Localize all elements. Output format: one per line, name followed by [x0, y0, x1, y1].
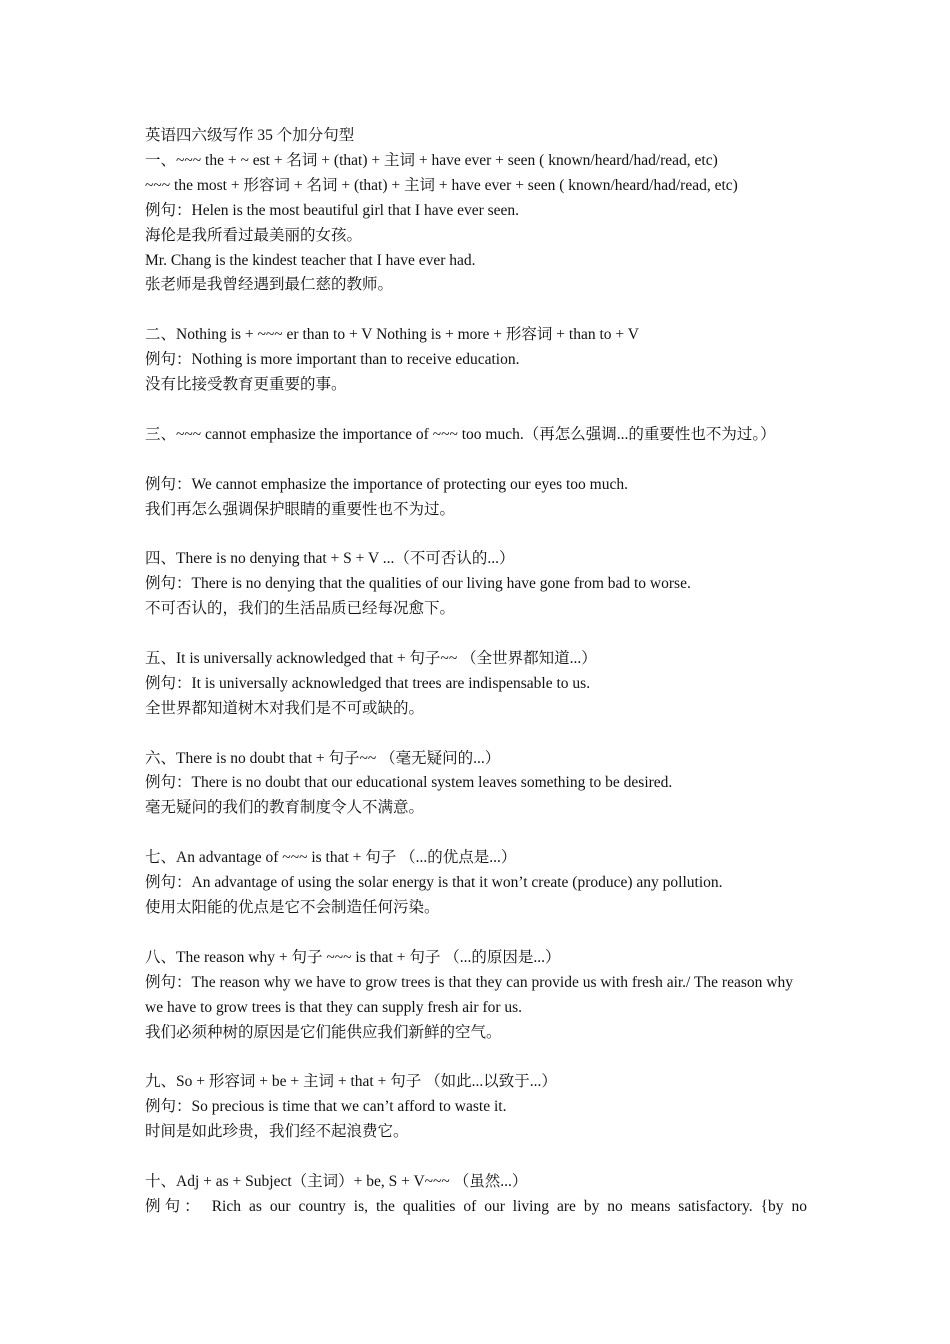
pattern-1-translation-1: 海伦是我所看过最美丽的女孩。 [145, 226, 363, 244]
document-page [145, 124, 807, 1220]
pattern-9-heading: 九、So + 形容词 + be + 主词 + that + 句子 （如此...以致于...） [145, 1073, 557, 1091]
spacer [145, 921, 807, 946]
pattern-4-translation: 不可否认的，我们的生活品质已经每况愈下。 [145, 600, 456, 618]
pattern-8-translation: 我们必须种树的原因是它们能供应我们新鲜的空气。 [145, 1023, 502, 1041]
pattern-9-translation: 时间是如此珍贵，我们经不起浪费它。 [145, 1123, 409, 1141]
pattern-5-translation: 全世界都知道树木对我们是不可或缺的。 [145, 699, 425, 717]
pattern-3-heading: 三、~~~ cannot emphasize the importance of ~~~ too much.（再怎么强调...的重要性也不为过。） [145, 425, 776, 443]
spacer [145, 821, 807, 846]
spacer [145, 298, 807, 323]
pattern-8-example: 例句：The reason why we have to grow trees is that they can provide us with fresh air./ The reason why we have to grow trees is that they can supply fresh air for us. [145, 973, 793, 1016]
spacer [145, 1145, 807, 1170]
pattern-7-heading: 七、An advantage of ~~~ is that + 句子 （...的优点是...） [145, 849, 517, 867]
pattern-2-heading: 二、Nothing is + ~~~ er than to + V Nothing is + more + 形容词 + than to + V [145, 326, 639, 344]
pattern-1-example-2: Mr. Chang is the kindest teacher that I have ever had. [145, 251, 476, 269]
spacer [145, 622, 807, 647]
pattern-7-translation: 使用太阳能的优点是它不会制造任何污染。 [145, 898, 440, 916]
pattern-4-example: 例句：There is no denying that the qualities of our living have gone from bad to worse. [145, 575, 691, 593]
pattern-7-example: 例句：An advantage of using the solar energy is that it won’t create (produce) any pollution. [145, 874, 723, 892]
pattern-6-heading: 六、There is no doubt that + 句子~~ （毫无疑问的...） [145, 749, 501, 767]
pattern-2-translation: 没有比接受教育更重要的事。 [145, 376, 347, 394]
pattern-4-heading: 四、There is no denying that + S + V ...（不可否认的...） [145, 550, 515, 568]
pattern-1-line-1: 一、~~~ the + ~ est + 名词 + (that) + 主词 + have ever + seen ( known/heard/had/read, etc) [145, 151, 718, 169]
pattern-5-example: 例句：It is universally acknowledged that trees are indispensable to us. [145, 674, 591, 692]
pattern-6-translation: 毫无疑问的我们的教育制度令人不满意。 [145, 799, 425, 817]
spacer [145, 398, 807, 423]
pattern-8-heading: 八、The reason why + 句子 ~~~ is that + 句子 （...的原因是...） [145, 948, 561, 966]
pattern-3-example: 例句：We cannot emphasize the importance of protecting our eyes too much. [145, 475, 628, 493]
pattern-1-line-2: ~~~ the most + 形容词 + 名词 + (that) + 主词 + have ever + seen ( known/heard/had/read, etc) [145, 176, 738, 194]
spacer [145, 448, 807, 473]
spacer [145, 522, 807, 547]
pattern-2-example: 例句：Nothing is more important than to receive education. [145, 351, 520, 369]
spacer [145, 1045, 807, 1070]
pattern-1-example-1: 例句：Helen is the most beautiful girl that I have ever seen. [145, 201, 520, 219]
spacer [145, 722, 807, 747]
pattern-5-heading: 五、It is universally acknowledged that + 句子~~ （全世界都知道...） [145, 649, 597, 667]
pattern-1-translation-2: 张老师是我曾经遇到最仁慈的教师。 [145, 276, 394, 294]
pattern-9-example: 例句：So precious is time that we can’t afford to waste it. [145, 1098, 507, 1116]
pattern-6-example: 例句：There is no doubt that our educational system leaves something to be desired. [145, 774, 673, 792]
pattern-10-heading: 十、Adj + as + Subject（主词）+ be, S + V~~~ （虽然...） [145, 1172, 528, 1190]
pattern-3-translation: 我们再怎么强调保护眼睛的重要性也不为过。 [145, 500, 456, 518]
pattern-10-example: 例句： Rich as our country is, the qualities of our living are by no means satisfactory. {by no [145, 1197, 807, 1215]
document-title: 英语四六级写作 35 个加分句型 [145, 127, 355, 144]
